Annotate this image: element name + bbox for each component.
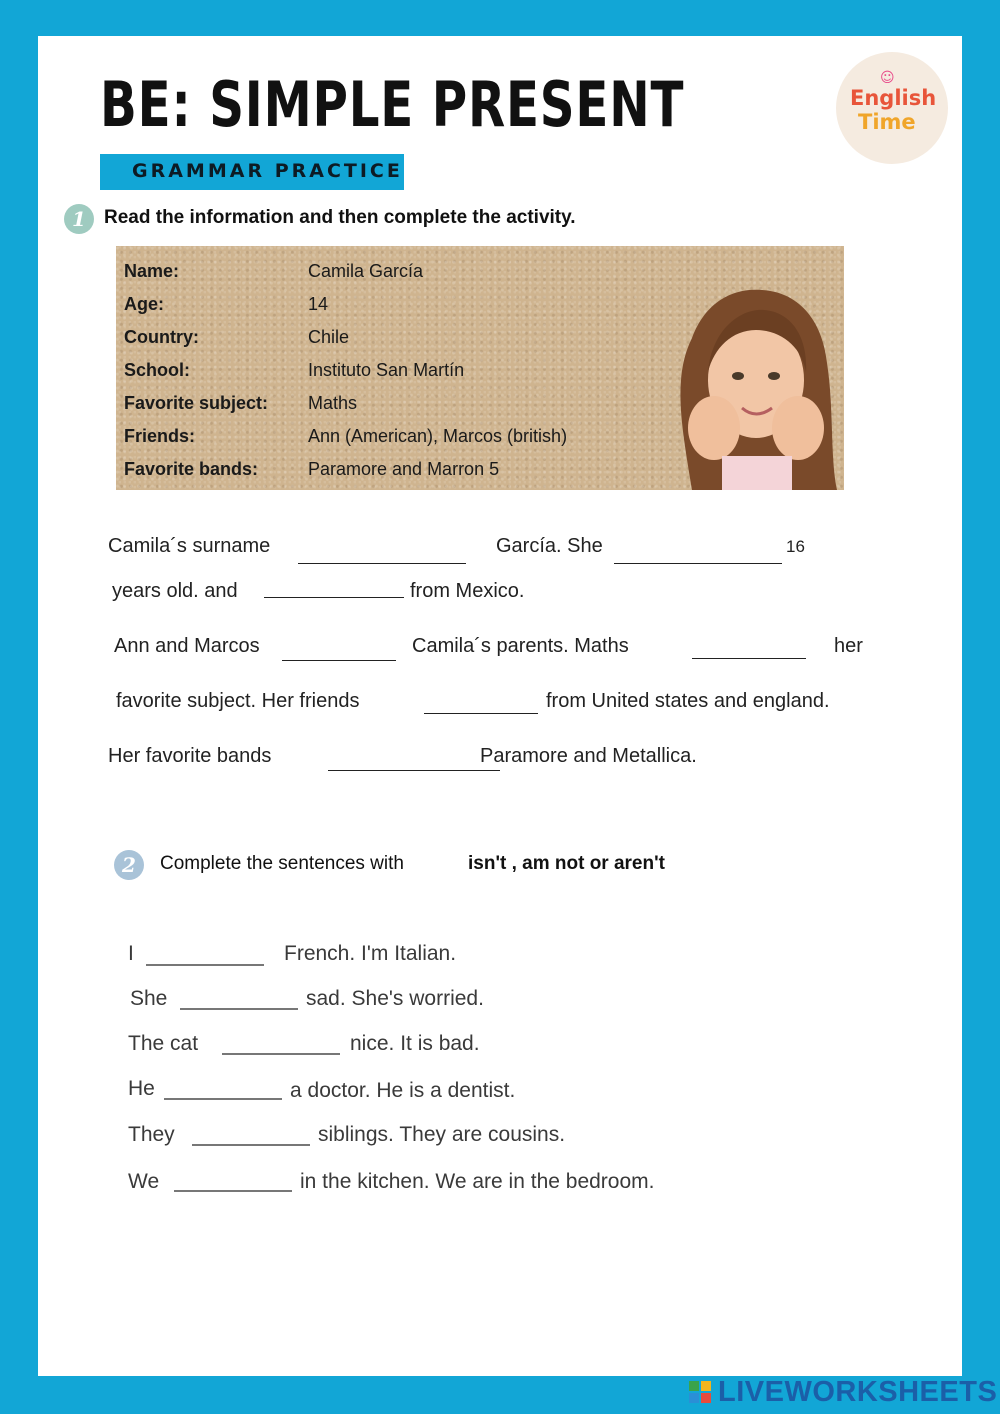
blank-5[interactable]	[692, 658, 806, 659]
sentence-5-before: They	[128, 1123, 175, 1146]
card-label: School:	[124, 360, 190, 380]
sentence-6-blank[interactable]	[174, 1190, 292, 1192]
para-line-2a: years old. and	[112, 580, 238, 602]
section-2-options: isn't , am not or aren't	[468, 853, 665, 874]
section-1-number: 1	[64, 204, 94, 234]
card-value: Chile	[308, 327, 350, 347]
liveworksheets-icon	[688, 1380, 712, 1404]
blank-7[interactable]	[328, 770, 500, 771]
page-title: BE: SIMPLE PRESENT	[100, 68, 685, 141]
sentence-3-before: The cat	[128, 1032, 199, 1055]
sentence-6-before: We	[128, 1170, 160, 1193]
sentence-2-after: sad. She's worried.	[306, 987, 484, 1010]
blank-3[interactable]	[264, 597, 404, 598]
footer-brand: LIVEWORKSHEETS	[718, 1376, 998, 1408]
para-line-5a: Her favorite bands	[108, 745, 272, 767]
para-line-1c: 16	[786, 537, 805, 556]
banner-label: GRAMMAR PRACTICE	[132, 160, 403, 182]
card-label: Friends:	[124, 426, 196, 446]
para-line-2b: from Mexico.	[410, 580, 525, 602]
sentence-4-after: a doctor. He is a dentist.	[290, 1079, 516, 1102]
card-label: Favorite bands:	[124, 459, 259, 479]
sentence-4-blank[interactable]	[164, 1098, 282, 1100]
sentence-2-blank[interactable]	[180, 1008, 298, 1010]
para-line-3c: her	[834, 635, 863, 657]
para-line-3a: Ann and Marcos	[114, 635, 260, 657]
card-value: Paramore and Marron 5	[308, 459, 500, 479]
para-line-1b: García. She	[496, 535, 603, 557]
blank-4[interactable]	[282, 660, 396, 661]
profile-card	[116, 246, 844, 490]
para-line-4b: from United states and england.	[546, 690, 830, 712]
sentence-1-before: I	[128, 942, 134, 965]
sentence-5-after: siblings. They are cousins.	[318, 1123, 566, 1146]
para-line-4a: favorite subject. Her friends	[116, 690, 360, 712]
sentence-4-before: He	[128, 1077, 155, 1100]
card-value: Maths	[308, 393, 358, 413]
card-value: Instituto San Martín	[308, 360, 465, 380]
sentence-1-after: French. I'm Italian.	[284, 942, 457, 965]
para-line-3b: Camila´s parents. Maths	[412, 635, 629, 657]
sentence-2-before: She	[130, 987, 168, 1010]
card-value: Ann (American), Marcos (british)	[308, 426, 568, 446]
card-value: Camila García	[308, 261, 424, 281]
para-line-1a: Camila´s surname	[108, 535, 271, 557]
grammar-practice-banner	[100, 154, 404, 190]
sentence-1-blank[interactable]	[146, 964, 264, 966]
smiley-icon: ☺	[880, 70, 895, 86]
card-label: Name:	[124, 261, 180, 281]
section-2-instruction: Complete the sentences with	[160, 853, 404, 874]
card-value: 14	[308, 294, 329, 314]
sentence-3-after: nice. It is bad.	[350, 1032, 480, 1055]
para-line-5b: Paramore and Metallica.	[480, 745, 697, 767]
blank-2[interactable]	[614, 563, 782, 564]
logo-word-2: Time	[858, 110, 916, 134]
girl-photo	[652, 268, 844, 490]
logo-word-1: English	[850, 86, 937, 110]
card-label: Favorite subject:	[124, 393, 269, 413]
sentence-3-blank[interactable]	[222, 1053, 340, 1055]
blank-1[interactable]	[298, 563, 466, 564]
card-label: Age:	[124, 294, 164, 314]
sentence-6-after: in the kitchen. We are in the bedroom.	[300, 1170, 655, 1193]
blank-6[interactable]	[424, 713, 538, 714]
sentence-5-blank[interactable]	[192, 1144, 310, 1146]
section-2-number: 2	[114, 850, 144, 880]
english-time-logo	[836, 52, 948, 164]
card-label: Country:	[124, 327, 199, 347]
section-1-instruction: Read the information and then complete the activity.	[104, 207, 576, 228]
